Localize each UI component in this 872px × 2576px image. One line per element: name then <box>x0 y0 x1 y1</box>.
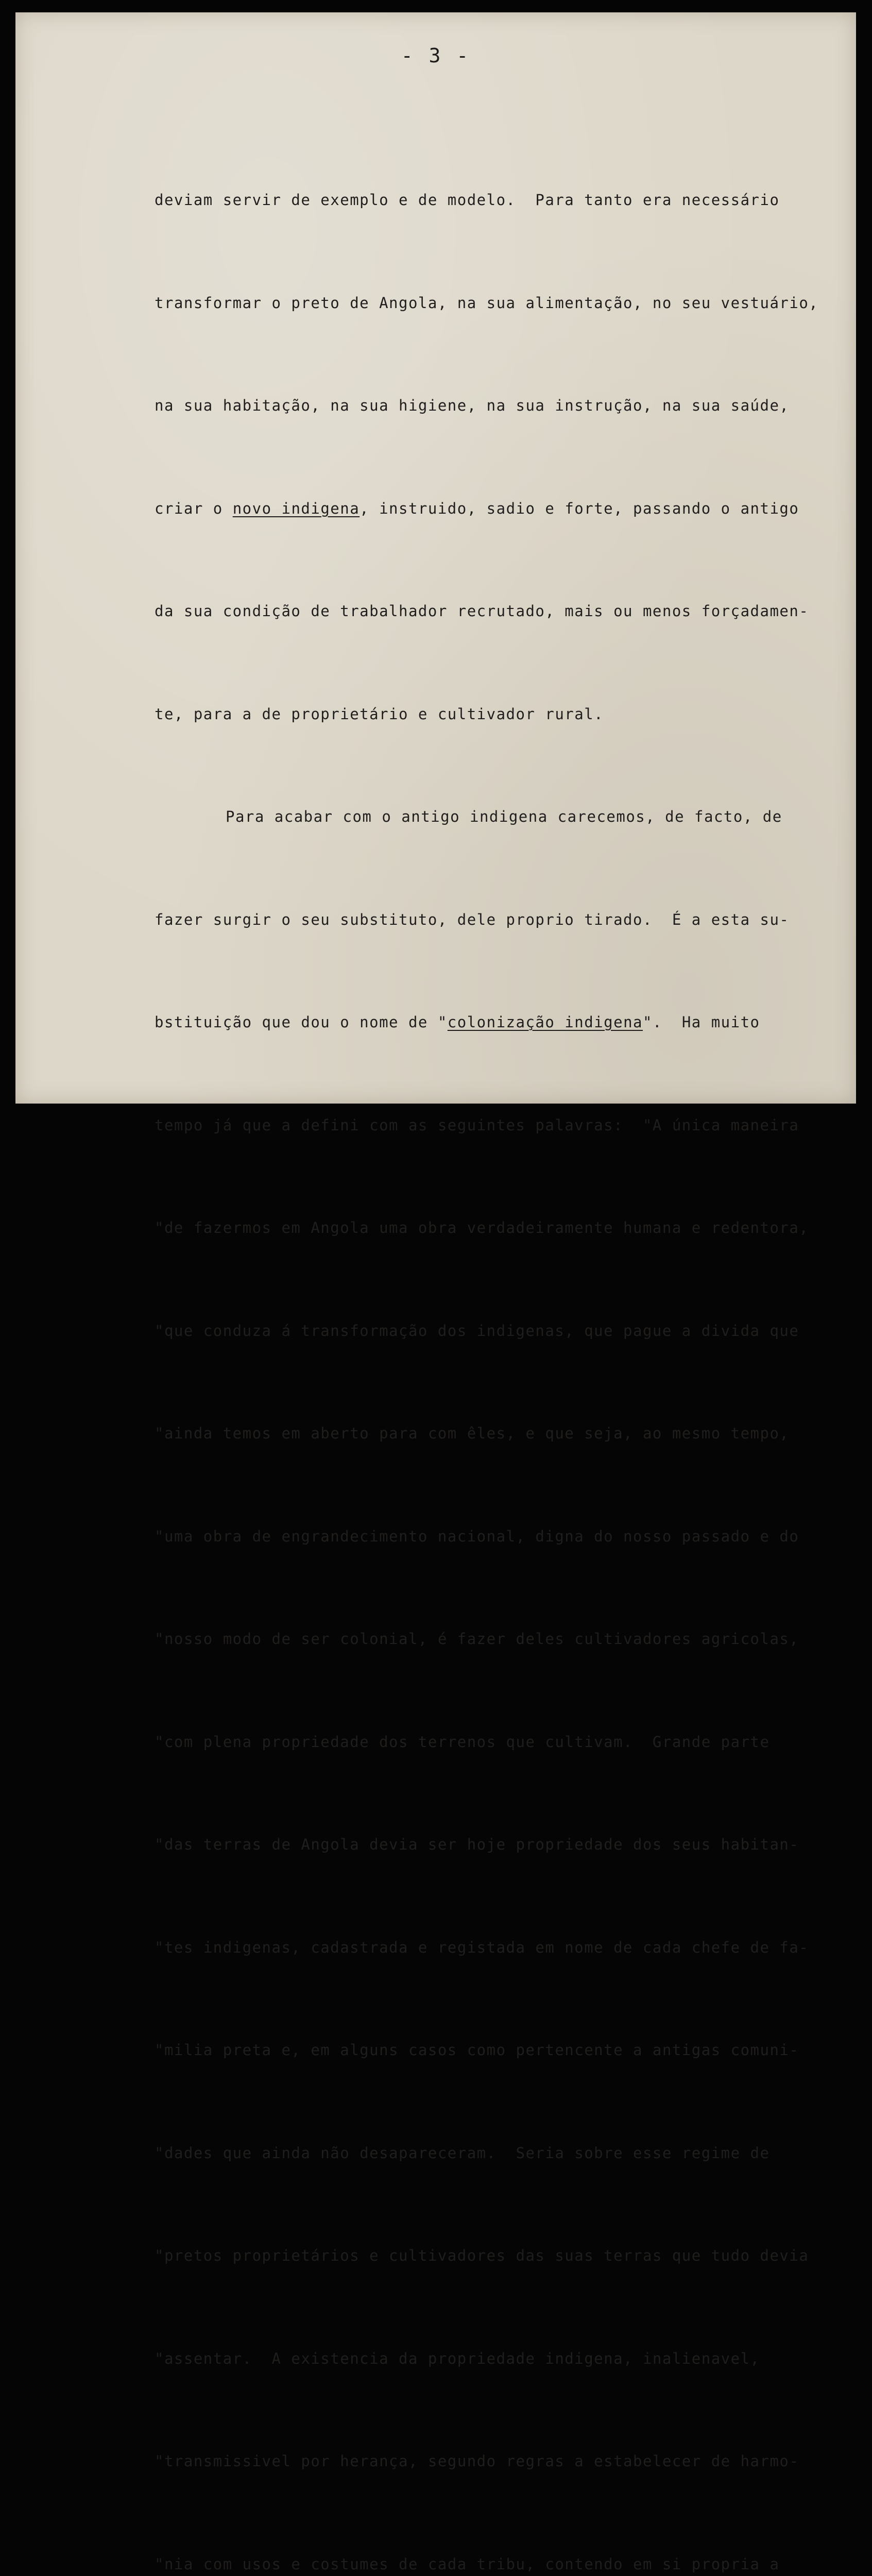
text-line: deviam servir de exemplo e de modelo. Para tanto era necessário <box>155 183 870 217</box>
text-line-underlined <box>155 492 870 526</box>
text-segment: , instruido, sadio e forte, passando o antigo <box>360 500 799 517</box>
text-line: na sua habitação, na sua higiene, na sua instrução, na sua saúde, <box>155 388 870 423</box>
text-line: "uma obra de engrandecimento nacional, digna do nosso passado e do <box>155 1519 870 1554</box>
text-line: da sua condição de trabalhador recrutado, mais ou menos forçadamen- <box>155 594 870 629</box>
underlined-phrase: novo indigena <box>233 500 360 517</box>
text-segment: bstituição que dou o nome de " <box>155 1013 448 1031</box>
text-line: "assentar. A existencia da propriedade indigena, inalienavel, <box>155 2342 870 2376</box>
text-line: "pretos proprietários e cultivadores das suas terras que tudo devia <box>155 2239 870 2273</box>
paragraph-start: Para acabar com o antigo indigena carecemos, de facto, de <box>155 800 870 834</box>
text-line: transformar o preto de Angola, na sua alimentação, no seu vestuário, <box>155 286 870 320</box>
text-line-underlined <box>155 1005 870 1040</box>
text-line: tempo já que a defini com as seguintes palavras: "A única maneira <box>155 1108 870 1143</box>
text-line: "de fazermos em Angola uma obra verdadeiramente humana e redentora, <box>155 1211 870 1245</box>
text-line: te, para a de proprietário e cultivador rural. <box>155 697 870 732</box>
text-line: "nosso modo de ser colonial, é fazer deles cultivadores agricolas, <box>155 1622 870 1656</box>
page-number: - 3 - <box>15 44 856 67</box>
text-line: "dades que ainda não desapareceram. Seria sobre esse regime de <box>155 2136 870 2171</box>
underlined-phrase: colonização indigena <box>448 1013 643 1031</box>
text-line: "ainda temos em aberto para com êles, e que seja, ao mesmo tempo, <box>155 1416 870 1451</box>
text-segment: ". Ha muito <box>643 1013 760 1031</box>
text-line: "transmissivel por herança, segundo regras a estabelecer de harmo- <box>155 2444 870 2479</box>
text-line: "milia preta e, em alguns casos como pertencente a antigas comuni- <box>155 2033 870 2067</box>
typed-body <box>155 114 870 2576</box>
text-line: "nia com usos e costumes de cada tribu, contendo em si propria a <box>155 2547 870 2576</box>
text-segment: criar o <box>155 500 233 517</box>
text-line: fazer surgir o seu substituto, dele proprio tirado. É a esta su- <box>155 903 870 937</box>
text-line: "que conduza á transformação dos indigenas, que pague a divida que <box>155 1314 870 1348</box>
text-line: "das terras de Angola devia ser hoje propriedade dos seus habitan- <box>155 1827 870 1862</box>
document-page <box>15 12 856 1104</box>
text-line: "tes indigenas, cadastrada e registada em nome de cada chefe de fa- <box>155 1930 870 1965</box>
text-line: "com plena propriedade dos terrenos que cultivam. Grande parte <box>155 1725 870 1759</box>
